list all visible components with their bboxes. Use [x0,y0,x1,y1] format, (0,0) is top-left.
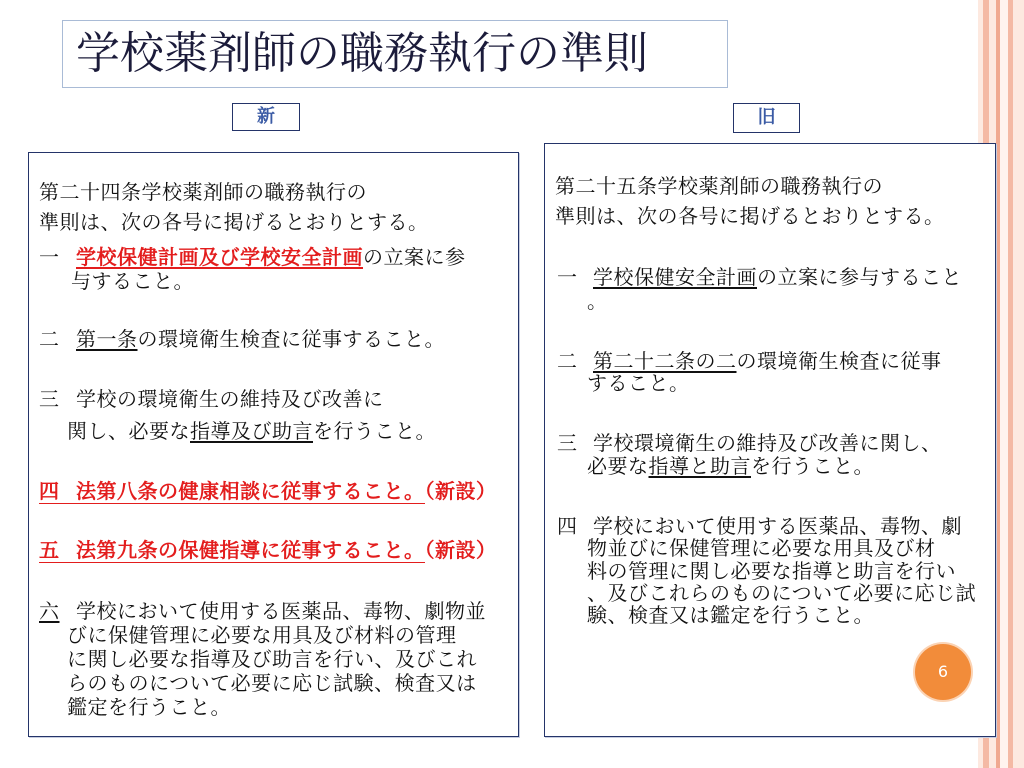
new-item-6-line-1 [39,599,486,623]
new-item-3-text-end: を行うこと。 [313,419,436,443]
old-item-3-line-1 [557,432,942,455]
new-item-3-text: 学校の環境衛生の維持及び改善に [76,387,384,411]
new-item-4-number: 四 [39,479,60,503]
new-item-2-line-1 [39,327,445,351]
old-item-3-text-end: を行うこと。 [751,454,874,478]
new-item-1-line-2: 与すること。 [71,269,194,293]
new-item-2 [39,327,445,351]
new-item-4-underlined [39,479,425,504]
slide-title-box [62,20,728,88]
old-item-1-line-2: 。 [587,289,608,313]
new-item-4-new-tag: （新設） [424,479,497,503]
old-item-3-revised-text: 指導と助言 [648,454,751,478]
old-item-2-number: 二 [557,349,578,373]
new-item-1-text: の立案に参 [363,245,466,269]
old-item-3-number: 三 [557,431,578,455]
new-item-6-number: 六 [39,599,60,623]
new-item-3-number: 三 [39,387,60,411]
old-item-2-line-2: すること。 [587,371,690,395]
old-item-1-number: 一 [557,265,578,289]
old-item-4-line-3: 料の管理に関し必要な指導と助言を行い [587,558,956,583]
old-item-3-line-2 [557,455,942,478]
new-rules-panel [28,152,519,737]
new-item-6-text: 学校において使用する医薬品、毒物、劇物並 [76,599,486,623]
new-item-6-line-2: びに保健管理に必要な用具及び材料の管理 [67,623,457,647]
old-rules-intro [555,171,945,231]
new-item-3 [39,383,436,447]
old-item-1 [557,265,962,313]
old-item-1-text: の立案に参与すること [757,265,962,289]
new-item-1-number: 一 [39,245,60,269]
old-item-3-text: 学校環境衛生の維持及び改善に関し、 [593,431,942,455]
new-item-5 [39,538,497,562]
new-item-2-number: 二 [39,327,60,351]
old-item-3-text-start: 必要な [587,454,649,478]
old-intro-line-2: 準則は、次の各号に掲げるとおりとする。 [555,204,945,228]
new-item-5-text: 法第九条の保健指導に従事すること。 [76,538,425,562]
old-item-4-line-5: 験、検査又は鑑定を行うこと。 [587,603,874,627]
new-item-1 [39,245,466,293]
new-intro-line-2: 準則は、次の各号に掲げるとおりとする。 [39,210,429,234]
old-item-4-line-2: 物並びに保健管理に必要な用具及び材 [587,536,936,561]
old-item-1-line-1 [557,265,962,289]
new-item-1-revised-text: 学校保健計画及び学校安全計画 [76,245,363,269]
new-item-6-line-5: 鑑定を行うこと。 [67,695,231,719]
new-item-5-line-1 [39,538,497,562]
new-item-1-line-1 [39,245,466,269]
new-item-2-revised-text: 第一条 [76,327,138,351]
old-item-4-line-1 [557,515,976,537]
old-item-4-number: 四 [557,514,578,538]
old-item-2-line-1 [557,350,942,372]
new-item-3-line-2 [39,415,436,447]
old-item-4-line-4: 、及びこれらのものについて必要に応じ試 [587,580,977,605]
old-item-2-revised-text: 第二十二条の二 [593,349,737,373]
new-item-4-line-1 [39,479,497,503]
old-item-4-text: 学校において使用する医薬品、毒物、劇 [593,514,962,538]
old-item-2 [557,350,942,394]
old-intro-line-1: 第二十五条学校薬剤師の職務執行の [555,174,883,198]
new-item-4 [39,479,497,503]
new-item-3-text-start: 関し、必要な [67,419,190,443]
new-item-6 [39,599,486,719]
new-item-5-underlined [39,538,425,563]
new-item-2-text: の環境衛生検査に従事すること。 [137,327,445,351]
old-item-3 [557,432,942,478]
page-number-badge: 6 [915,644,971,700]
new-item-3-revised-text: 指導及び助言 [190,419,313,443]
new-item-5-number: 五 [39,538,60,562]
new-item-6-line-3: に関し必要な指導及び助言を行い、及びこれ [67,647,477,671]
old-item-1-revised-text: 学校保健安全計画 [593,265,757,289]
old-item-2-text: の環境衛生検査に従事 [736,349,942,373]
new-item-3-line-1 [39,383,436,415]
new-column-label: 新 [232,103,300,131]
old-column-label: 旧 [733,103,800,133]
new-item-4-text: 法第八条の健康相談に従事すること。 [76,479,425,503]
new-rules-intro [39,177,429,237]
new-intro-line-1: 第二十四条学校薬剤師の職務執行の [39,180,367,204]
new-item-6-line-4: らのものについて必要に応じ試験、検査又は [67,671,477,695]
old-item-4 [557,515,976,626]
slide-title: 学校薬剤師の職務執行の準則 [76,28,648,79]
new-item-5-new-tag: （新設） [424,538,497,562]
